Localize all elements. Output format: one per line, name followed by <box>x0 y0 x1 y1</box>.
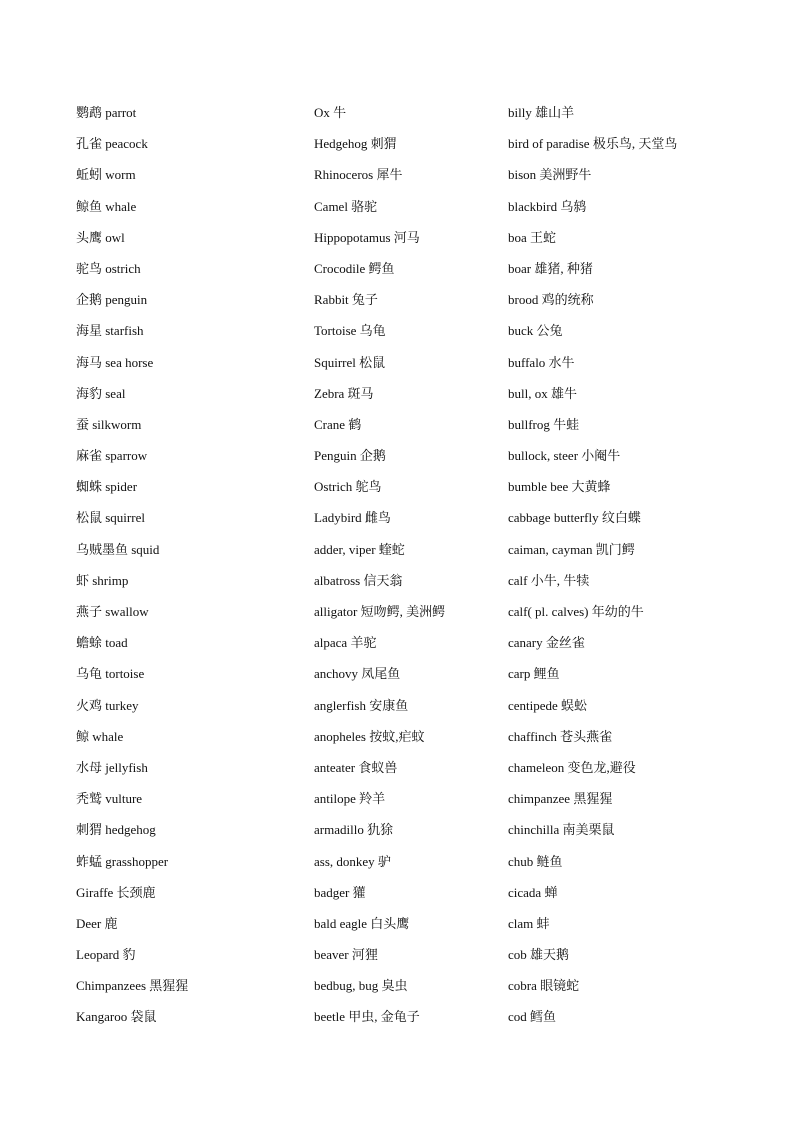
vocab-entry <box>508 502 788 533</box>
vocab-entry <box>76 409 301 440</box>
vocab-entry <box>76 440 301 471</box>
vocab-entry <box>508 970 788 1001</box>
vocab-entry-text: Ostrich 鸵鸟 <box>314 479 382 495</box>
vocab-entry-text: 鹦鹉 parrot <box>76 105 137 120</box>
vocab-entry <box>76 347 301 378</box>
vocab-entry-text: 乌龟 tortoise <box>76 666 145 682</box>
vocab-entry <box>314 315 499 346</box>
vocab-entry <box>314 752 499 783</box>
vocab-entry-text: Rabbit 兔子 <box>314 292 378 308</box>
vocab-entry-text: boa 王蛇 <box>508 229 557 245</box>
vocab-entry-text: alligator 短吻鳄, 美洲鳄 <box>314 604 446 619</box>
vocab-entry <box>314 565 499 596</box>
vocab-entry <box>508 814 788 845</box>
vocab-entry-text: 虾 shrimp <box>76 572 129 588</box>
vocab-entry-text: 海豹 seal <box>76 385 126 401</box>
vocab-entry <box>76 502 301 533</box>
vocab-entry-text: ass, donkey 驴 <box>314 853 391 869</box>
vocab-entry-text: 企鹅 penguin <box>76 292 148 308</box>
vocab-entry <box>76 471 301 502</box>
vocab-entry <box>314 471 499 502</box>
vocab-entry <box>76 877 301 908</box>
vocab-entry <box>314 159 499 190</box>
vocab-entry-text: Squirrel 松鼠 <box>314 354 386 370</box>
vocab-entry <box>508 534 788 565</box>
vocab-entry-text: chub 鲢鱼 <box>508 853 563 869</box>
vocab-entry-text: boar 雄猪, 种猪 <box>508 260 593 276</box>
vocab-entry <box>76 378 301 409</box>
vocab-entry-text: bald eagle 白头鹰 <box>314 915 410 931</box>
vocab-entry <box>314 128 499 159</box>
vocab-entry-text: 水母 jellyfish <box>76 759 148 775</box>
vocab-entry-text: brood 鸡的统称 <box>508 292 594 308</box>
vocab-entry <box>508 97 788 128</box>
vocab-entry-text: Deer 鹿 <box>76 915 118 931</box>
vocab-entry-text: 乌贼墨鱼 squid <box>76 541 160 557</box>
vocab-entry <box>508 658 788 689</box>
vocab-entry-text: buck 公兔 <box>508 323 563 339</box>
vocab-entry-text: carp 鲤鱼 <box>508 666 560 682</box>
vocab-entry <box>76 783 301 814</box>
vocab-entry-text: 鲸鱼 whale <box>76 198 137 214</box>
vocab-entry-text: cod 鳕鱼 <box>508 1009 557 1025</box>
vocab-column-1 <box>76 97 301 1033</box>
vocab-entry <box>508 409 788 440</box>
vocab-entry-text: cabbage butterfly 纹白蝶 <box>508 510 641 526</box>
vocab-entry-text: bullfrog 牛蛙 <box>508 416 580 432</box>
vocab-entry <box>508 752 788 783</box>
vocab-entry <box>508 877 788 908</box>
vocab-entry-text: beetle 甲虫, 金龟子 <box>314 1009 420 1025</box>
vocab-entry-text: Tortoise 乌龟 <box>314 323 386 339</box>
vocab-entry <box>314 814 499 845</box>
vocab-entry-text: Leopard 豹 <box>76 947 136 963</box>
vocab-entry <box>314 97 499 128</box>
vocab-entry <box>76 814 301 845</box>
vocab-entry <box>314 284 499 315</box>
vocab-entry-text: 秃鹫 vulture <box>76 791 143 807</box>
vocab-entry-text: albatross 信天翁 <box>314 572 403 588</box>
vocab-entry-text: 松鼠 squirrel <box>76 510 145 526</box>
vocab-entry <box>508 378 788 409</box>
vocab-entry <box>314 877 499 908</box>
vocab-entry <box>508 721 788 752</box>
vocab-entry-text: badger 獾 <box>314 884 366 900</box>
vocab-entry-text: canary 金丝雀 <box>508 635 585 651</box>
vocab-entry-text: caiman, cayman 凯门鳄 <box>508 541 635 557</box>
vocab-entry-text: Ladybird 雌鸟 <box>314 510 391 526</box>
vocab-column-2 <box>314 97 499 1033</box>
vocab-entry-text: 孔雀 peacock <box>76 136 148 152</box>
vocab-entry <box>508 128 788 159</box>
vocab-entry <box>508 347 788 378</box>
vocab-entry <box>76 596 301 627</box>
vocab-entry-text: 头鹰 owl <box>76 229 125 245</box>
vocab-entry <box>314 347 499 378</box>
vocab-entry <box>76 315 301 346</box>
vocab-entry-text: anopheles 按蚊,疟蚊 <box>314 728 425 744</box>
vocab-entry-text: 蚱蜢 grasshopper <box>76 853 169 869</box>
vocab-entry <box>76 565 301 596</box>
vocab-entry-text: 蜘蛛 spider <box>76 479 138 495</box>
vocab-entry-text: chimpanzee 黑猩猩 <box>508 791 613 807</box>
vocab-entry <box>508 253 788 284</box>
vocab-entry <box>508 440 788 471</box>
vocab-entry <box>76 908 301 939</box>
vocab-entry-text: anteater 食蚁兽 <box>314 759 398 775</box>
vocab-entry-text: Ox 牛 <box>314 105 347 120</box>
vocab-entry-text: bull, ox 雄牛 <box>508 385 577 401</box>
vocab-entry-text: calf 小牛, 牛犊 <box>508 572 590 588</box>
vocab-entry-text: chaffinch 苍头燕雀 <box>508 728 613 744</box>
vocab-entry <box>76 721 301 752</box>
vocab-entry <box>76 1001 301 1032</box>
vocab-entry-text: anchovy 凤尾鱼 <box>314 666 401 682</box>
vocab-entry <box>508 783 788 814</box>
vocab-entry-text: Crocodile 鳄鱼 <box>314 260 395 276</box>
vocab-entry <box>314 409 499 440</box>
vocab-entry <box>76 222 301 253</box>
vocab-entry <box>508 284 788 315</box>
vocab-entry <box>76 128 301 159</box>
vocab-entry <box>76 970 301 1001</box>
vocab-entry <box>314 908 499 939</box>
vocab-column-3 <box>508 97 788 1033</box>
vocab-entry <box>508 908 788 939</box>
vocab-entry-text: 海马 sea horse <box>76 354 154 370</box>
vocab-entry-text: centipede 蜈蚣 <box>508 697 588 713</box>
vocab-entry <box>76 534 301 565</box>
vocab-entry <box>76 627 301 658</box>
vocab-entry <box>314 596 499 627</box>
vocab-entry <box>508 222 788 253</box>
vocab-entry-text: 火鸡 turkey <box>76 697 139 713</box>
vocab-entry <box>76 690 301 721</box>
vocab-entry-text: 鲸 whale <box>76 728 124 744</box>
vocab-entry-text: 蟾蜍 toad <box>76 635 128 651</box>
vocab-entry-text: Camel 骆驼 <box>314 198 378 214</box>
vocab-entry <box>314 253 499 284</box>
vocab-entry-text: bird of paradise 极乐鸟, 天堂鸟 <box>508 136 678 152</box>
vocab-entry <box>314 191 499 222</box>
vocab-entry-text: Hedgehog 刺猬 <box>314 136 397 152</box>
vocab-entry-text: alpaca 羊驼 <box>314 635 377 651</box>
vocab-entry-text: bedbug, bug 臭虫 <box>314 978 408 994</box>
vocab-entry-text: Crane 鹤 <box>314 416 362 432</box>
vocab-entry <box>508 471 788 502</box>
vocab-entry-text: 刺猬 hedgehog <box>76 822 156 838</box>
vocab-entry-text: armadillo 犰狳 <box>314 822 394 838</box>
vocab-entry-text: adder, viper 蝰蛇 <box>314 541 405 557</box>
vocab-entry-text: bumble bee 大黄蜂 <box>508 479 611 495</box>
vocab-entry-text: buffalo 水牛 <box>508 354 575 370</box>
vocab-entry <box>508 846 788 877</box>
vocab-entry <box>314 846 499 877</box>
vocab-entry-text: Penguin 企鹅 <box>314 448 386 464</box>
vocab-entry-text: Rhinoceros 犀牛 <box>314 167 403 183</box>
vocab-entry-text: 麻雀 sparrow <box>76 448 148 464</box>
vocab-entry <box>508 565 788 596</box>
vocab-entry-text: calf( pl. calves) 年幼的牛 <box>508 604 644 619</box>
vocab-entry <box>314 502 499 533</box>
vocab-entry <box>314 1001 499 1032</box>
vocab-entry-text: bullock, steer 小阉牛 <box>508 448 621 464</box>
vocab-entry <box>314 440 499 471</box>
vocab-entry-text: chinchilla 南美栗鼠 <box>508 822 615 838</box>
vocab-entry <box>314 627 499 658</box>
vocab-entry <box>508 315 788 346</box>
vocab-entry <box>76 191 301 222</box>
vocab-entry-text: anglerfish 安康鱼 <box>314 697 409 713</box>
vocab-entry-text: Hippopotamus 河马 <box>314 229 420 245</box>
vocab-entry-text: 燕子 swallow <box>76 604 149 619</box>
vocab-entry <box>314 970 499 1001</box>
vocab-entry-text: Giraffe 长颈鹿 <box>76 884 156 900</box>
vocab-entry-text: beaver 河狸 <box>314 947 378 963</box>
vocab-entry <box>76 752 301 783</box>
vocab-entry-text: Chimpanzees 黑猩猩 <box>76 978 189 994</box>
vocab-entry-text: billy 雄山羊 <box>508 105 575 120</box>
vocab-entry <box>508 939 788 970</box>
vocab-entry-text: 蚯蚓 worm <box>76 167 136 183</box>
vocab-entry <box>76 97 301 128</box>
vocab-entry-text: bison 美洲野牛 <box>508 167 592 183</box>
vocab-entry <box>76 846 301 877</box>
vocab-entry <box>314 658 499 689</box>
vocab-entry-text: clam 蚌 <box>508 915 550 931</box>
vocab-entry <box>508 191 788 222</box>
vocab-entry <box>314 783 499 814</box>
vocab-entry <box>76 253 301 284</box>
vocab-entry <box>508 690 788 721</box>
vocab-entry <box>508 159 788 190</box>
vocab-entry-text: chameleon 变色龙,避役 <box>508 759 636 775</box>
vocab-entry <box>76 658 301 689</box>
vocab-entry <box>314 721 499 752</box>
vocab-entry-text: blackbird 乌鸫 <box>508 198 587 214</box>
vocab-entry-text: cob 雄天鹅 <box>508 947 570 963</box>
vocab-entry <box>314 939 499 970</box>
vocab-entry-text: antilope 羚羊 <box>314 791 386 807</box>
vocab-entry-text: 蚕 silkworm <box>76 416 142 432</box>
vocab-entry <box>508 596 788 627</box>
vocab-entry <box>508 1001 788 1032</box>
vocab-entry-text: 海星 starfish <box>76 323 144 339</box>
vocab-entry-text: cicada 蝉 <box>508 884 558 900</box>
vocab-entry <box>314 534 499 565</box>
vocab-entry <box>76 159 301 190</box>
vocab-entry <box>508 627 788 658</box>
vocab-entry-text: 驼鸟 ostrich <box>76 260 141 276</box>
vocab-entry-text: cobra 眼镜蛇 <box>508 978 580 994</box>
vocab-entry-text: Zebra 斑马 <box>314 385 374 401</box>
vocab-entry <box>314 222 499 253</box>
vocab-entry <box>76 284 301 315</box>
vocab-entry <box>314 690 499 721</box>
vocab-entry <box>76 939 301 970</box>
vocab-entry <box>314 378 499 409</box>
vocab-entry-text: Kangaroo 袋鼠 <box>76 1009 157 1025</box>
